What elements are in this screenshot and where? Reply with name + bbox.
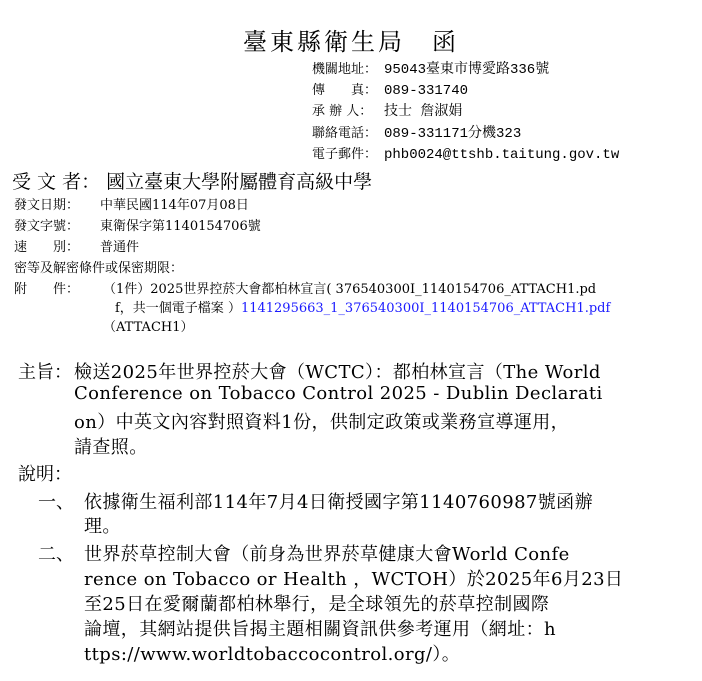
item-2-line-5: ttps://www.worldtobaccocontrol.org/）。 <box>84 644 461 665</box>
agency-contact <box>312 100 462 120</box>
agency-address-label: 機關地址： <box>312 62 378 77</box>
recipient-value: 國立臺東大學附屬體育高級中學 <box>106 171 373 193</box>
explanation-label: 說明： <box>18 464 72 485</box>
attachment-desc: f，共一個電子檔案 ） <box>115 301 241 316</box>
agency-email <box>312 143 619 163</box>
item-1-marker: 一、 <box>38 492 74 513</box>
recipient <box>12 167 372 194</box>
agency-email-label: 電子郵件： <box>312 147 378 162</box>
item-1-line-2: 理。 <box>84 516 121 537</box>
document-title: 臺東縣衛生局 函 <box>243 28 459 56</box>
agency-address <box>312 58 549 78</box>
subject-label: 主旨： <box>18 362 72 383</box>
agency-contact-value: 技士 詹淑娟 <box>384 104 463 120</box>
subject-line-1: 檢送2025年世界控菸大會（WCTC）：都柏林宣言（The World <box>74 362 601 383</box>
agency-phone-value: 089-331171分機323 <box>384 126 522 142</box>
attachment-label-text: 附 件： <box>14 282 80 297</box>
agency-phone-label: 聯絡電話： <box>312 126 378 141</box>
agency-fax <box>312 79 468 99</box>
agency-email-value: phb0024@ttshb.taitung.gov.tw <box>384 147 620 163</box>
agency-address-value: 95043臺東市博愛路336號 <box>384 62 550 78</box>
agency-phone <box>312 122 521 142</box>
issue-date-value: 中華民國114年07月08日 <box>100 198 249 213</box>
issue-number-value: 東衛保字第1140154706號 <box>100 219 261 234</box>
attachment-line-3: （ATTACH1） <box>103 320 194 335</box>
subject-line-4: 請查照。 <box>74 437 148 458</box>
attachment-link[interactable]: 1141295663_1_376540300I_1140154706_ATTACH1.pdf <box>240 301 611 316</box>
item-2-line-2: rence on Tobacco or Health ，WCTOH）於2025年6月23日 <box>84 569 624 590</box>
delivery-speed-label: 速 別： <box>14 240 80 255</box>
agency-contact-label: 承 辦 人： <box>312 104 373 119</box>
attachment-label <box>14 278 100 297</box>
item-2-marker: 二、 <box>38 544 74 565</box>
item-1-line-1: 依據衛生福利部114年7月4日衛授國字第1140760987號函辦 <box>84 492 593 513</box>
issue-number <box>14 215 261 234</box>
issue-date-label: 發文日期： <box>14 198 80 213</box>
attachment-line-2 <box>115 297 610 316</box>
subject-line-3: on）中英文內容對照資料1份，供制定政策或業務宣導運用， <box>74 412 570 433</box>
item-2-line-3: 至25日在愛爾蘭都柏林舉行，是全球領先的菸草控制國際 <box>84 594 550 615</box>
agency-fax-label: 傳 真： <box>312 83 378 98</box>
delivery-speed-value: 普通件 <box>100 240 140 255</box>
recipient-label: 受 文 者： <box>12 171 101 193</box>
secrecy-level-label: 密等及解密條件或保密期限： <box>14 261 184 276</box>
delivery-speed <box>14 236 139 255</box>
item-2-line-1: 世界菸草控制大會（前身為世界菸草健康大會World Confe <box>84 544 570 565</box>
issue-number-label: 發文字號： <box>14 219 80 234</box>
secrecy-level <box>14 257 183 276</box>
attachment-line-1: （1件）2025世界控菸大會都柏林宣言( 376540300I_1140154706_ATTACH1.pd <box>103 282 597 297</box>
subject-line-2: Conference on Tobacco Control 2025 - Dublin Declarati <box>74 383 603 404</box>
agency-fax-value: 089-331740 <box>384 83 469 99</box>
issue-date <box>14 194 249 213</box>
item-2-line-4: 論壇，其網站提供旨揭主題相關資訊供參考運用（網址：h <box>84 619 556 640</box>
